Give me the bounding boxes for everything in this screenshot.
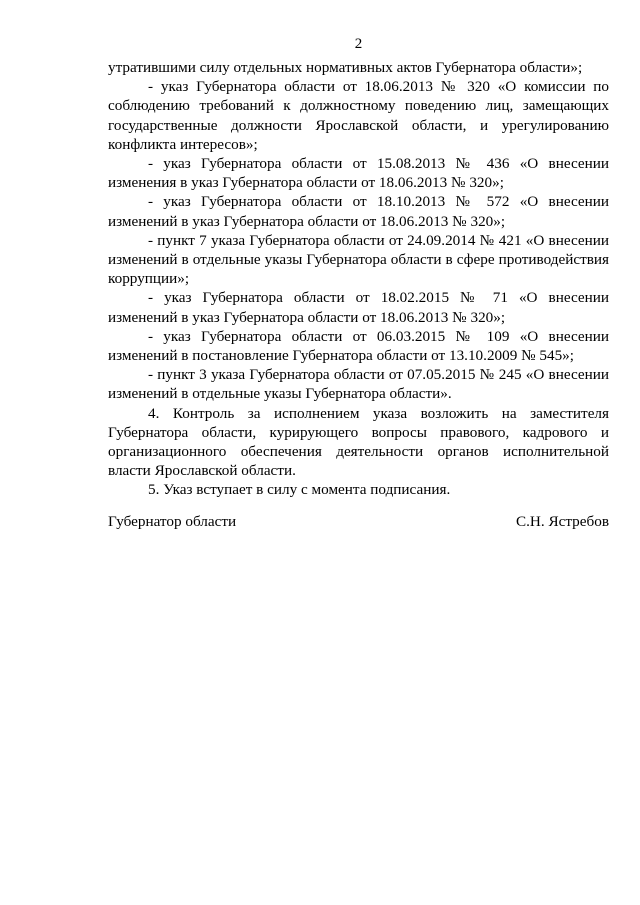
document-page <box>108 34 609 500</box>
clause-5-effective: 5. Указ вступает в силу с момента подписания. <box>148 481 451 499</box>
list-item-decree-320: - указ Губернатора области от 18.06.2013 № 320 «О комиссии по соблюдению требований к должностному поведению лиц, замещающих государственные должности Ярославской области, и урегулированию конфликта интересов»; <box>108 78 609 153</box>
signature-name: С.Н. Ястребов <box>515 513 609 530</box>
document-body <box>108 58 609 500</box>
signature-block <box>108 512 609 531</box>
signature-position: Губернатор области <box>108 513 237 530</box>
clause-4-control: 4. Контроль за исполнением указа возложить на заместителя Губернатора области, курирующего вопросы правового, кадрового и организационного обеспечения деятельности органов исполнительной власти Ярославской области. <box>108 404 609 480</box>
list-item-decree-572: - указ Губернатора области от 18.10.2013 № 572 «О внесении изменений в указ Губернатора области от 18.06.2013 № 320»; <box>108 193 609 230</box>
list-item-decree-109: - указ Губернатора области от 06.03.2015 № 109 «О внесении изменений в постановление Губернатора области от 13.10.2009 № 545»; <box>108 327 609 365</box>
list-item-decree-245: - пункт 3 указа Губернатора области от 07.05.2015 № 245 «О внесении изменений в отдельные указы Губернатора области». <box>108 366 609 403</box>
paragraph-continuation: утратившими силу отдельных нормативных актов Губернатора области»; <box>108 59 583 76</box>
list-item-decree-436: - указ Губернатора области от 15.08.2013 № 436 «О внесении изменения в указ Губернатора области от 18.06.2013 № 320»; <box>108 155 609 192</box>
list-item-decree-421: - пункт 7 указа Губернатора области от 24.09.2014 № 421 «О внесении изменений в отдельные указы Губернатора области в сфере противодействия коррупции»; <box>108 231 609 288</box>
page-number: 2 <box>354 36 363 52</box>
list-item-decree-71: - указ Губернатора области от 18.02.2015 № 71 «О внесении изменений в указ Губернатора области от 18.06.2013 № 320»; <box>108 289 609 326</box>
